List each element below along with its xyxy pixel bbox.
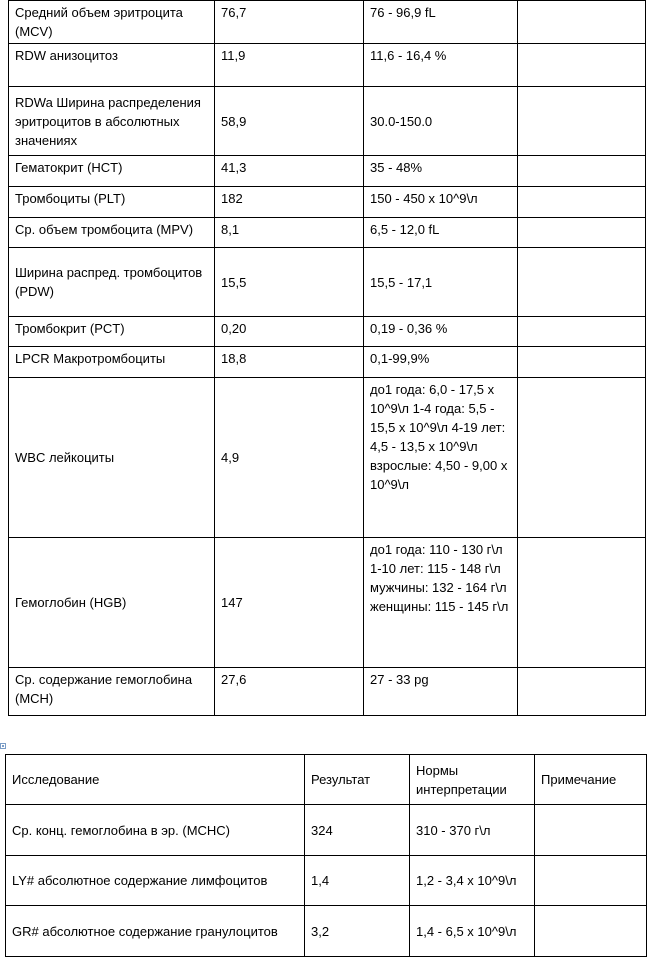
test-note	[518, 538, 646, 668]
test-norm: 27 - 33 pg	[364, 668, 518, 716]
test-note	[518, 668, 646, 716]
table-row	[6, 906, 647, 957]
test-name: Ср. объем тромбоцита (MPV)	[9, 218, 215, 248]
table-move-handle-icon[interactable]	[0, 743, 6, 749]
results-table-1	[8, 0, 646, 716]
test-result: 15,5	[215, 248, 364, 317]
test-name: Средний объем эритроцита (MCV)	[9, 1, 215, 44]
test-note	[518, 87, 646, 156]
test-note	[518, 1, 646, 44]
test-note	[518, 347, 646, 378]
test-note	[518, 218, 646, 248]
test-norm: 150 - 450 x 10^9\л	[364, 187, 518, 218]
test-note	[518, 187, 646, 218]
test-name: Тромбокрит (PCT)	[9, 317, 215, 347]
test-note	[535, 906, 647, 957]
table-row	[9, 248, 646, 317]
test-result: 41,3	[215, 156, 364, 187]
test-norm: 30.0-150.0	[364, 87, 518, 156]
table-row	[6, 805, 647, 856]
header-note: Примечание	[535, 755, 647, 805]
test-note	[535, 805, 647, 856]
test-norm: 310 - 370 г\л	[410, 805, 535, 856]
test-result: 182	[215, 187, 364, 218]
table-row	[9, 538, 646, 668]
test-norm: 76 - 96,9 fL	[364, 1, 518, 44]
table-row	[9, 378, 646, 538]
results-table-2	[5, 754, 647, 957]
test-norm: 0,19 - 0,36 %	[364, 317, 518, 347]
test-result: 11,9	[215, 44, 364, 87]
table-header-row	[6, 755, 647, 805]
table-row	[9, 347, 646, 378]
test-note	[518, 156, 646, 187]
test-name: Ср. конц. гемоглобина в эр. (MCHC)	[6, 805, 305, 856]
test-result: 27,6	[215, 668, 364, 716]
header-norms: Нормы интерпретации	[410, 755, 535, 805]
table-row	[9, 87, 646, 156]
test-result: 0,20	[215, 317, 364, 347]
test-norm: 1,2 - 3,4 x 10^9\л	[410, 856, 535, 906]
test-name: Ширина распред. тромбоцитов (PDW)	[9, 248, 215, 317]
test-name: GR# абсолютное содержание гранулоцитов	[6, 906, 305, 957]
test-result: 1,4	[305, 856, 410, 906]
test-name: RDW анизоцитоз	[9, 44, 215, 87]
header-result: Результат	[305, 755, 410, 805]
test-norm: 35 - 48%	[364, 156, 518, 187]
test-name: Тромбоциты (PLT)	[9, 187, 215, 218]
test-name: Ср. содержание гемоглобина (MCH)	[9, 668, 215, 716]
test-norm: 15,5 - 17,1	[364, 248, 518, 317]
test-note	[518, 378, 646, 538]
test-result: 18,8	[215, 347, 364, 378]
test-norm: до1 года: 6,0 - 17,5 x 10^9\л 1-4 года: 5,5 - 15,5 x 10^9\л 4-19 лет: 4,5 - 13,5 x 10^9\л взрослые: 4,50 - 9,00 x 10^9\л	[364, 378, 518, 538]
test-result: 58,9	[215, 87, 364, 156]
table-row	[9, 44, 646, 87]
test-norm: до1 года: 110 - 130 г\л 1-10 лет: 115 - 148 г\л мужчины: 132 - 164 г\л женщины: 115 - 145 г\л	[364, 538, 518, 668]
table-row	[9, 156, 646, 187]
test-note	[518, 248, 646, 317]
test-result: 4,9	[215, 378, 364, 538]
test-name: Гемоглобин (HGB)	[9, 538, 215, 668]
test-note	[518, 44, 646, 87]
test-name: LPCR Макротромбоциты	[9, 347, 215, 378]
test-norm: 1,4 - 6,5 x 10^9\л	[410, 906, 535, 957]
table-row	[6, 856, 647, 906]
test-name: WBC лейкоциты	[9, 378, 215, 538]
test-norm: 0,1-99,9%	[364, 347, 518, 378]
table-row	[9, 218, 646, 248]
test-result: 324	[305, 805, 410, 856]
test-note	[535, 856, 647, 906]
header-study: Исследование	[6, 755, 305, 805]
test-result: 147	[215, 538, 364, 668]
test-name: Гематокрит (HCT)	[9, 156, 215, 187]
test-result: 3,2	[305, 906, 410, 957]
test-note	[518, 317, 646, 347]
test-norm: 11,6 - 16,4 %	[364, 44, 518, 87]
table-row	[9, 668, 646, 716]
test-name: LY# абсолютное содержание лимфоцитов	[6, 856, 305, 906]
table-row	[9, 1, 646, 44]
test-norm: 6,5 - 12,0 fL	[364, 218, 518, 248]
test-result: 76,7	[215, 1, 364, 44]
table-row	[9, 317, 646, 347]
test-result: 8,1	[215, 218, 364, 248]
table-row	[9, 187, 646, 218]
test-name: RDWa Ширина распределения эритроцитов в абсолютных значениях	[9, 87, 215, 156]
